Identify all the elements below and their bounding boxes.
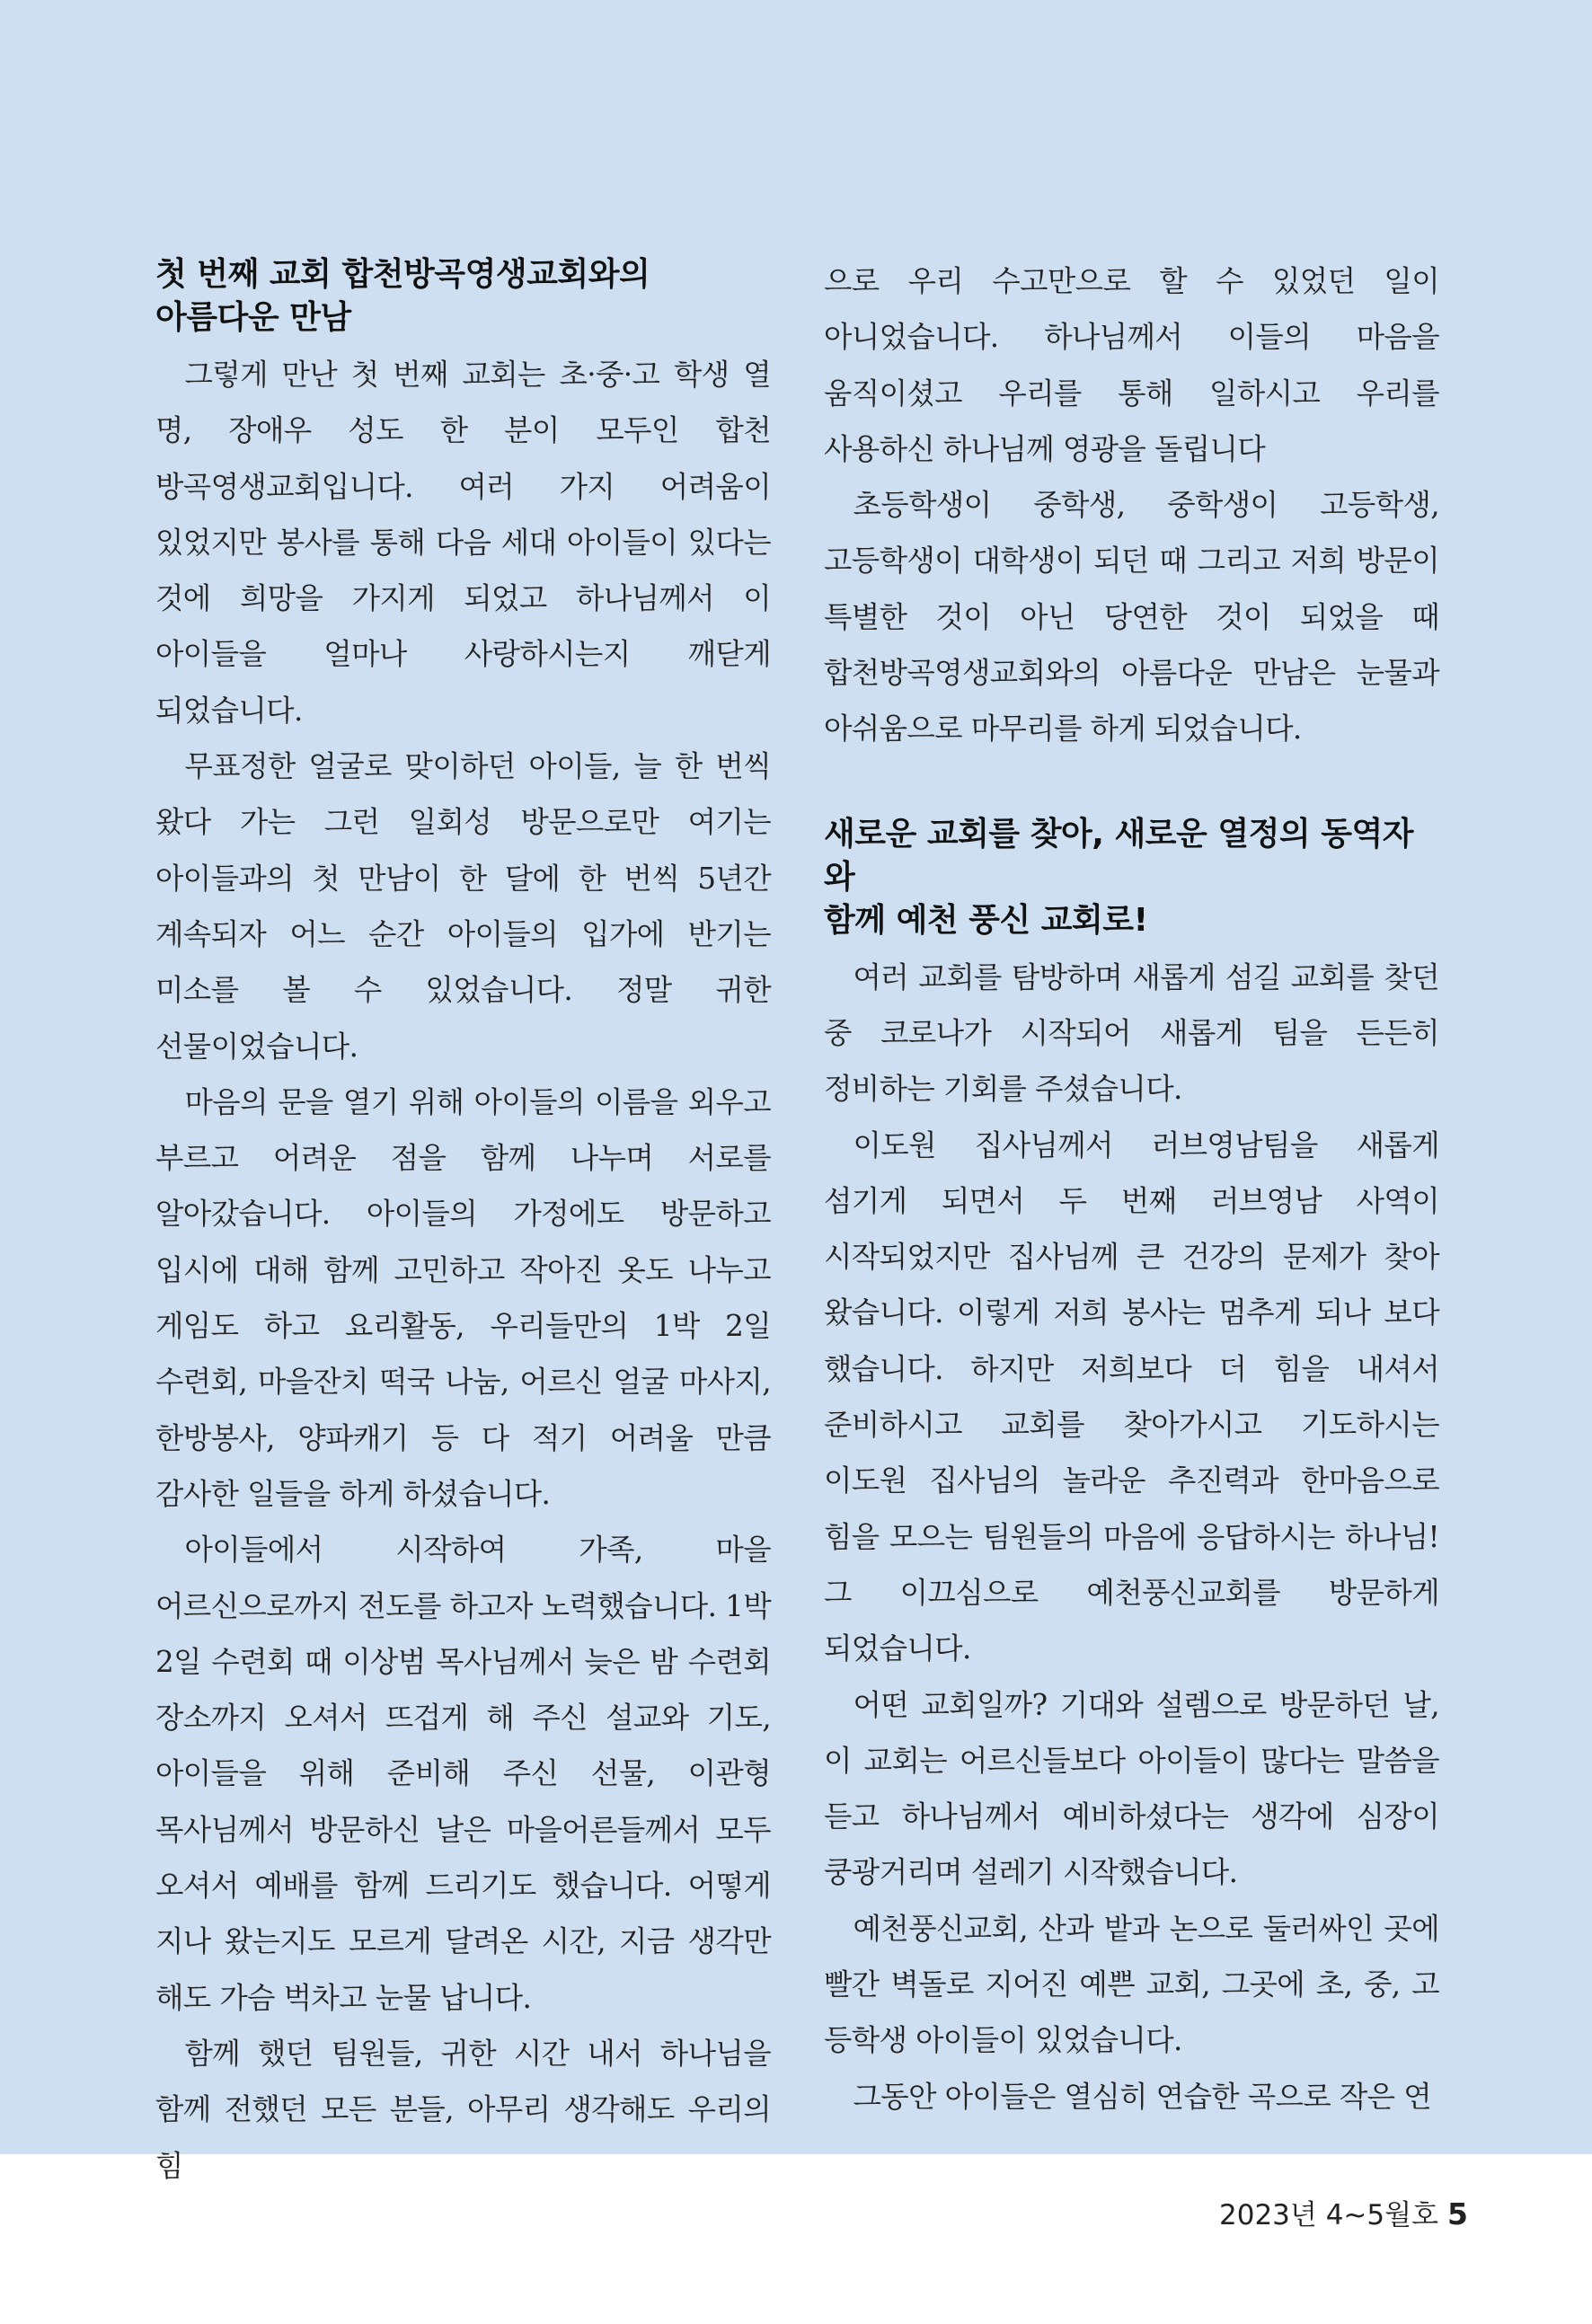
- paragraph: 그동안 아이들은 열심히 연습한 곡으로 작은 연: [853, 2079, 1431, 2114]
- paragraph: 어떤 교회일까? 기대와 설렘으로 방문하던 날, 이 교회는 어르신들보다 아이들이 많다는 말씀을 듣고 하나님께서 예비하셨다는 생각에 심장이 쿵광거리며 설레기 시작했습니다.: [824, 1687, 1439, 1890]
- heading-line-1: 새로운 교회를 찾아, 새로운 열정의 동역자와: [824, 815, 1414, 896]
- section-heading-1: [155, 253, 771, 340]
- right-column: [824, 253, 1439, 2125]
- paragraph: 함께 했던 팀원들, 귀한 시간 내서 하나님을 함께 전했던 모든 분들, 아무리 생각해도 우리의 힘: [155, 2036, 771, 2183]
- paragraph: 마음의 문을 열기 위해 아이들의 이름을 외우고 부르고 어려운 점을 함께 나누며 서로를 알아갔습니다. 아이들의 가정에도 방문하고 입시에 대해 함께 고민하고 작아진 옷도 나누고 게임도 하고 요리활동, 우리들만의 1박 2일 수련회, 마을잔치 떡국 나눔, 어르신 얼굴 마사지, 한방봉사, 양파캐기 등 다 적기 어려울 만큼 감사한 일들을 하게 하셨습니다.: [155, 1084, 771, 1511]
- heading-line-1: 첫 번째 교회 합천방곡영생교회와의: [155, 256, 650, 293]
- issue-label: 2023년 4~5월호: [1219, 2199, 1439, 2231]
- paragraph: 이도원 집사님께서 러브영남팀을 새롭게 섬기게 되면서 두 번째 러브영남 사역이 시작되었지만 집사님께 큰 건강의 문제가 찾아 왔습니다. 이렇게 저희 봉사는 멈추게 되나 보다 했습니다. 하지만 저희보다 더 힘을 내셔서 준비하시고 교회를 찾아가시고 기도하시는 이도원 집사님의 놀라운 추진력과 한마음으로 힘을 모으는 팀원들의 마음에 응답하시는 하나님! 그 이끄심으로 예천풍신교회를 방문하게 되었습니다.: [824, 1127, 1439, 1666]
- paragraph: 예천풍신교회, 산과 밭과 논으로 둘러싸인 곳에 빨간 벽돌로 지어진 예쁜 교회, 그곳에 초, 중, 고 등학생 아이들이 있었습니다.: [824, 1911, 1439, 2058]
- paragraph: 아이들에서 시작하여 가족, 마을 어르신으로까지 전도를 하고자 노력했습니다. 1박 2일 수련회 때 이상범 목사님께서 늦은 밤 수련회 장소까지 오셔서 뜨겁게 해 주신 설교와 기도, 아이들을 위해 준비해 주신 선물, 이관형 목사님께서 방문하신 날은 마을어른들께서 모두 오셔서 예배를 함께 드리기도 했습니다. 어떻게 지나 왔는지도 모르게 달려온 시간, 지금 생각만 해도 가슴 벅차고 눈물 납니다.: [155, 1533, 771, 2015]
- paragraph: 그렇게 만난 첫 번째 교회는 초·중·고 학생 열 명, 장애우 성도 한 분이 모두인 합천 방곡영생교회입니다. 여러 가지 어려움이 있었지만 봉사를 통해 다음 세대 아이들이 있다는 것에 희망을 가지게 되었고 하나님께서 이 아이들을 얼마나 사랑하시는지 깨닫게 되었습니다.: [155, 358, 771, 728]
- paragraph: 초등학생이 중학생, 중학생이 고등학생, 고등학생이 대학생이 되던 때 그리고 저희 방문이 특별한 것이 아닌 당연한 것이 되었을 때 합천방곡영생교회와의 아름다운 만남은 눈물과 아쉬움으로 마무리를 하게 되었습니다.: [824, 488, 1439, 747]
- section-heading-2: [824, 813, 1439, 942]
- heading-line-2: 아름다운 만남: [155, 299, 351, 336]
- heading-line-2: 함께 예천 풍신 교회로!: [824, 901, 1148, 939]
- paragraph: 여러 교회를 탐방하며 새롭게 섬길 교회를 찾던 중 코로나가 시작되어 새롭게 팀을 든든히 정비하는 기회를 주셨습니다.: [824, 959, 1439, 1107]
- paragraph-continuation: 으로 우리 수고만으로 할 수 있었던 일이 아니었습니다. 하나님께서 이들의 마음을 움직이셨고 우리를 통해 일하시고 우리를 사용하신 하나님께 영광을 돌립니다: [824, 264, 1439, 466]
- page-footer: [1219, 2192, 1468, 2232]
- page-number: 5: [1447, 2196, 1468, 2231]
- paragraph: 무표정한 얼굴로 맞이하던 아이들, 늘 한 번씩 왔다 가는 그런 일회성 방문으로만 여기는 아이들과의 첫 만남이 한 달에 한 번씩 5년간 계속되자 어느 순간 아이들의 입가에 반기는 미소를 볼 수 있었습니다. 정말 귀한 선물이었습니다.: [155, 749, 771, 1064]
- left-column: [155, 253, 771, 2194]
